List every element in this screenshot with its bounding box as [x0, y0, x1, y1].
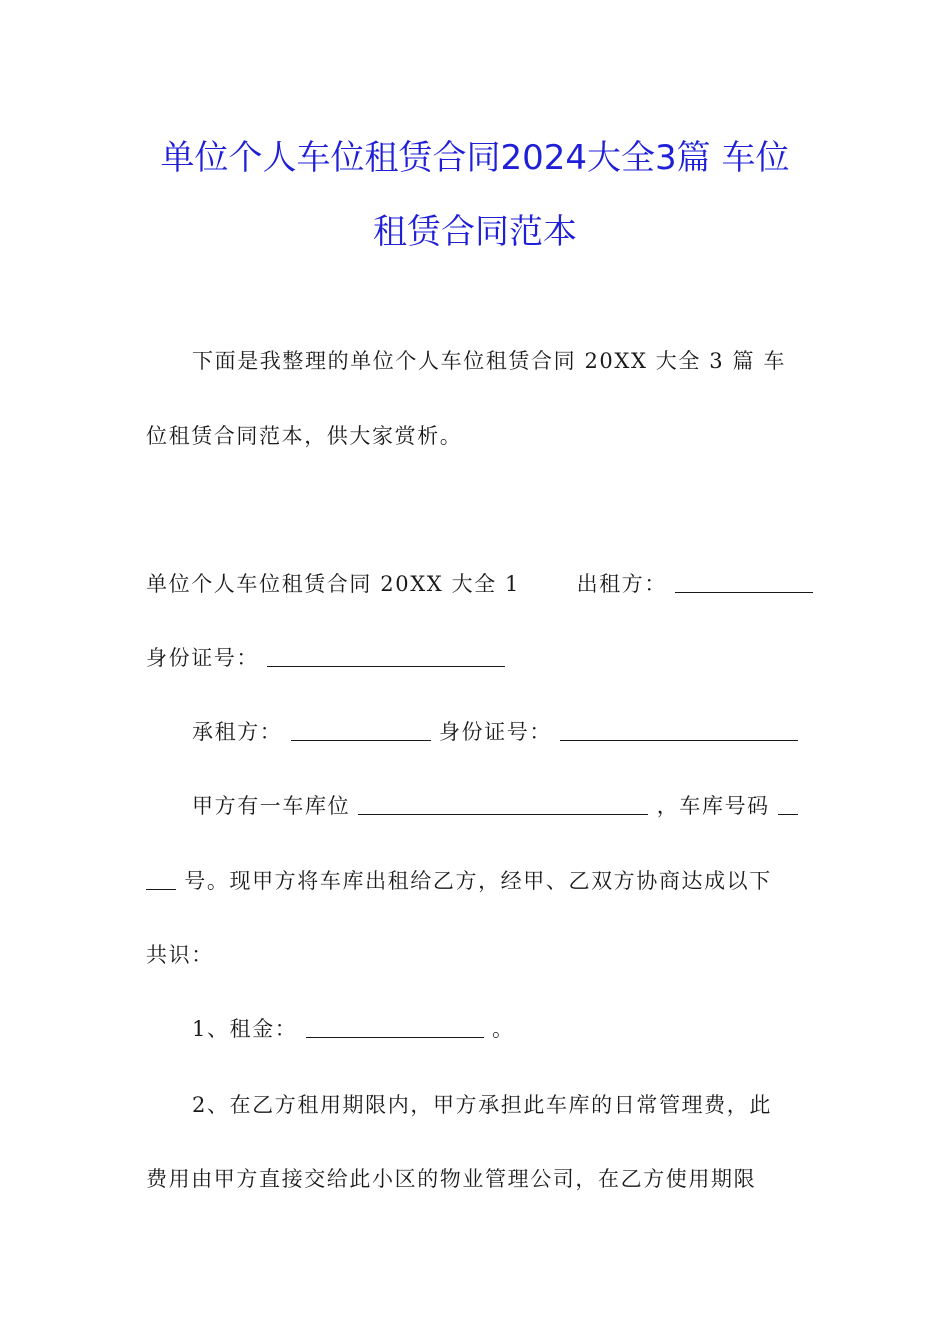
lessor-id-row [146, 643, 808, 673]
lessee-label: 承租方： [192, 720, 283, 744]
rent-label: 1、租金： [192, 1017, 298, 1041]
lessor-id-blank [267, 646, 505, 667]
rent-end: 。 [491, 1017, 515, 1041]
lessee-id-label: 身份证号： [438, 720, 552, 744]
paragraph-2-line-1: 2、在乙方租用期限内，甲方承担此车库的日常管理费，此 [192, 1093, 772, 1117]
lessee-id-blank [560, 720, 798, 741]
lessee-row [192, 717, 808, 747]
paragraph-1-line-3: 共识： [146, 943, 214, 967]
rent-row [192, 1014, 808, 1044]
garage-location-blank [358, 794, 648, 815]
agreement-text: 号。现甲方将车库出租给乙方，经甲、乙双方协商达成以下 [184, 869, 772, 893]
intro-line-2: 位租赁合同范本，供大家赏析。 [146, 424, 463, 448]
lessor-blank [675, 572, 813, 593]
contract-heading: 单位个人车位租赁合同 20XX 大全 1 [146, 572, 521, 596]
paragraph-1-line-1 [192, 791, 808, 821]
lessor-label: 出租方： [576, 572, 667, 596]
document-title-line-2: 租赁合同范本 [373, 212, 577, 252]
contract-heading-row [146, 569, 808, 599]
lessor-id-label: 身份证号： [146, 646, 259, 670]
garage-number-blank-b [146, 869, 176, 890]
garage-number-text: ，车库号码 [656, 794, 770, 818]
paragraph-1-line-2 [146, 866, 808, 896]
paragraph-2-line-2: 费用由甲方直接交给此小区的物业管理公司，在乙方使用期限 [146, 1167, 757, 1191]
document-title-line-1: 单位个人车位租赁合同2024大全3篇 车位 [160, 138, 790, 178]
rent-blank [306, 1017, 484, 1038]
intro-line-1: 下面是我整理的单位个人车位租赁合同 20XX 大全 3 篇 车 [192, 349, 786, 373]
lessee-blank [291, 720, 431, 741]
garage-text: 甲方有一车库位 [192, 794, 351, 818]
garage-number-blank-a [778, 794, 798, 815]
